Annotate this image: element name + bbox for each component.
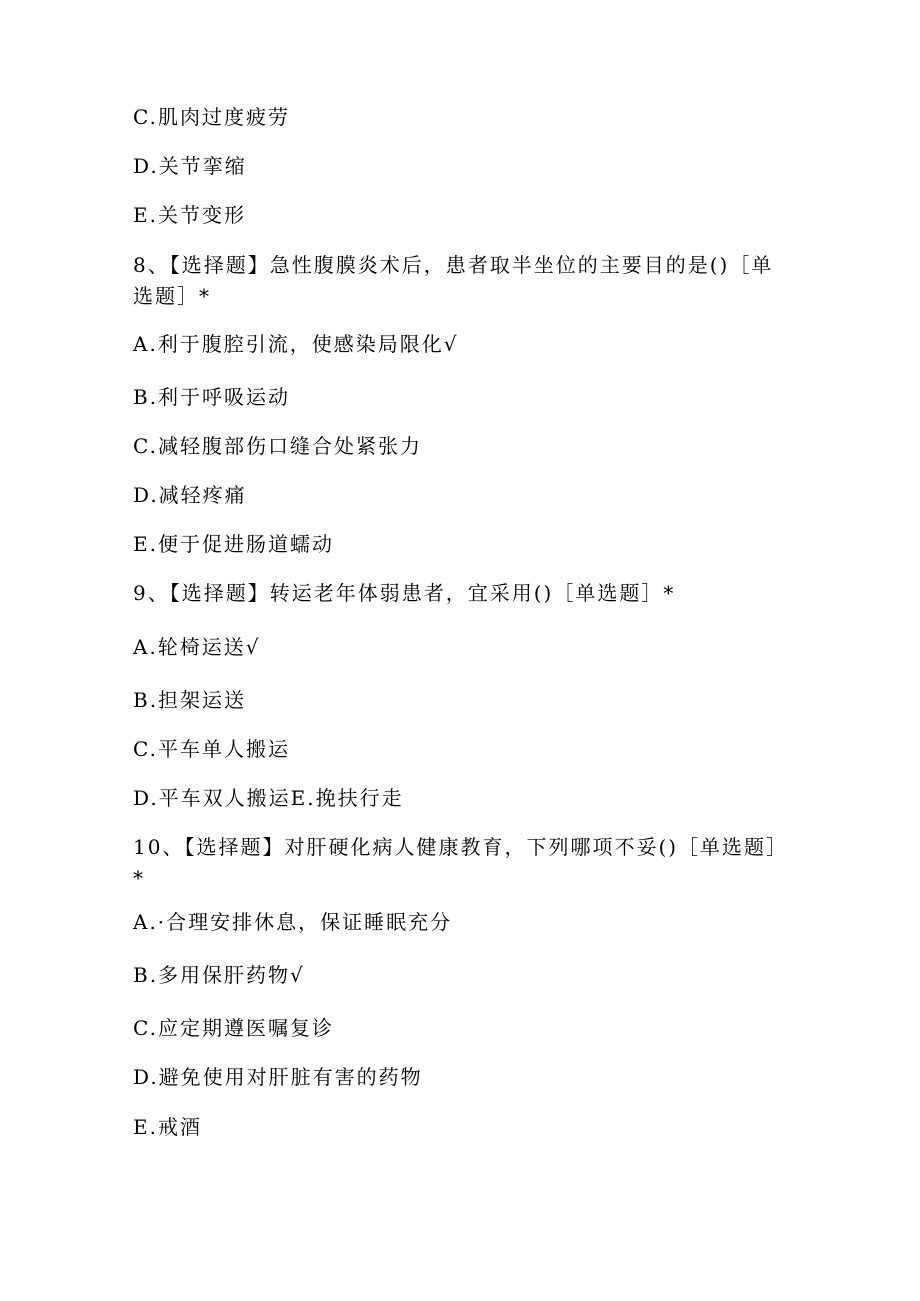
option-d-e-q9: D.平车双人搬运E.挽扶行走	[133, 786, 404, 810]
option-c-q9: C.平车单人搬运	[133, 737, 290, 761]
option-d-q10: D.避免使用对肝脏有害的药物	[133, 1065, 423, 1089]
option-d-q7: D.关节挛缩	[133, 154, 247, 178]
question-10: 10、【选择题】对肝硬化病人健康教育，下列哪项不妥()［单选题］*	[133, 835, 779, 890]
option-b-q8: B.利于呼吸运动	[133, 385, 291, 409]
option-c-q7: C.肌肉过度疲劳	[133, 105, 290, 129]
option-e-q8: E.便于促进肠道蠕动	[133, 532, 334, 556]
option-b-q10: B.多用保肝药物√	[133, 963, 305, 987]
option-c-q10: C.应定期遵医嘱复诊	[133, 1016, 334, 1040]
option-b-q9: B.担架运送	[133, 688, 247, 712]
question-9: 9、【选择题】转运老年体弱患者，宜采用()［单选题］*	[133, 581, 676, 605]
option-d-q8: D.减轻疼痛	[133, 483, 247, 507]
question-8: 8、【选择题】急性腹膜炎术后，患者取半坐位的主要目的是()［单选题］*	[133, 253, 774, 308]
option-e-q7: E.关节变形	[133, 203, 246, 227]
option-a-q8: A.利于腹腔引流，使感染局限化√	[133, 332, 459, 356]
option-a-q10: A.·合理安排休息，保证睡眠充分	[133, 910, 453, 934]
option-c-q8: C.减轻腹部伤口缝合处紧张力	[133, 434, 422, 458]
option-a-q9: A.轮椅运送√	[133, 635, 261, 659]
option-e-q10: E.戒酒	[133, 1115, 202, 1139]
